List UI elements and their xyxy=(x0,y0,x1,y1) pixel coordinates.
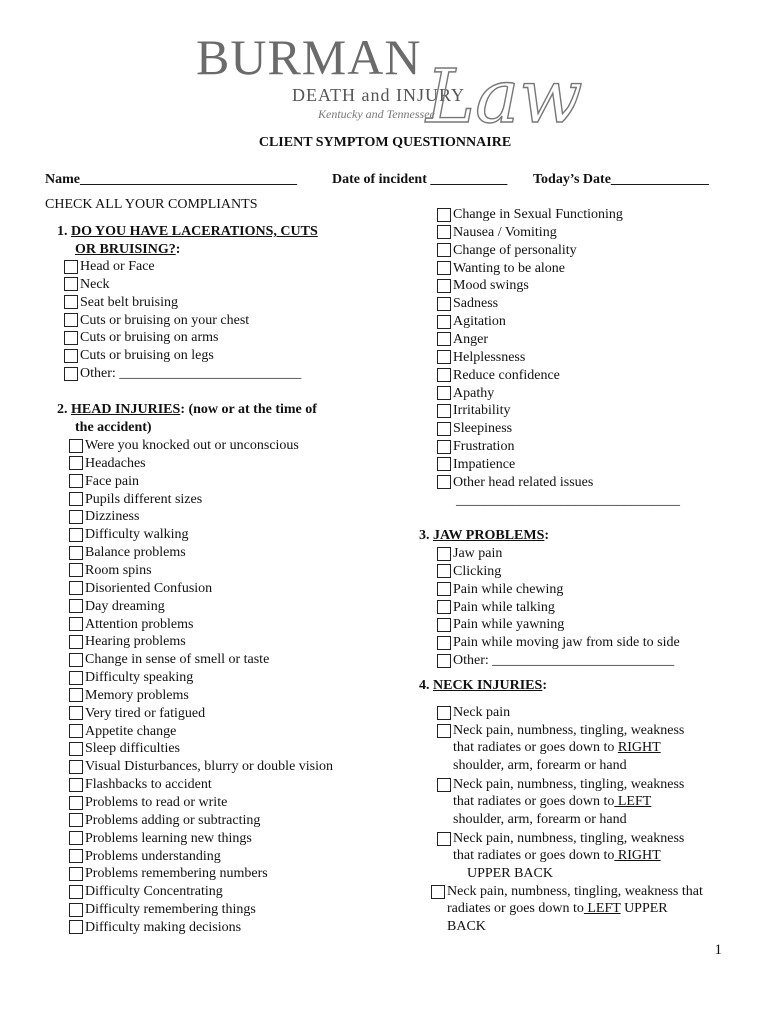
head-injury-right-label: Frustration xyxy=(453,439,515,455)
laceration-option[interactable] xyxy=(64,329,218,346)
neck-pain-option[interactable]: Neck pain xyxy=(437,704,510,721)
neck-pain-right-arm-line2: that radiates or goes down to RIGHT xyxy=(453,740,661,755)
jaw-problem-option[interactable] xyxy=(437,634,680,651)
head-injury-right-option[interactable] xyxy=(437,385,494,402)
head-injury-option[interactable] xyxy=(69,669,193,686)
checkbox[interactable] xyxy=(437,368,451,382)
head-injury-right-label: Mood swings xyxy=(453,278,529,294)
checkbox[interactable] xyxy=(64,295,78,309)
checkbox[interactable] xyxy=(437,582,451,596)
checkbox[interactable] xyxy=(69,635,83,649)
head-injury-option[interactable] xyxy=(69,776,212,793)
section2-title-line2: the accident) xyxy=(75,420,152,435)
head-injury-right-label: Apathy xyxy=(453,385,495,401)
neck-pain-left-back-line3: BACK xyxy=(447,919,486,934)
jaw-problem-label: Pain while yawning xyxy=(453,617,565,633)
head-injury-right-label: Nausea / Vomiting xyxy=(453,224,557,240)
head-injury-option[interactable] xyxy=(69,901,256,918)
head-injury-label: Memory problems xyxy=(85,687,189,703)
checkbox[interactable] xyxy=(69,653,83,667)
checkbox[interactable] xyxy=(69,867,83,881)
jaw-problem-label: Other: __________________________ xyxy=(453,653,675,669)
head-injury-option[interactable] xyxy=(69,437,299,454)
jaw-problem-label: Pain while moving jaw from side to side xyxy=(453,635,680,651)
head-injury-label: Difficulty remembering things xyxy=(85,902,256,918)
jaw-problem-option[interactable] xyxy=(437,581,563,598)
head-injury-label: Difficulty walking xyxy=(85,527,189,543)
logo-subtitle: DEATH and INJURY xyxy=(292,85,465,105)
checkbox[interactable] xyxy=(69,563,83,577)
today-line: ______________ xyxy=(610,172,709,187)
laceration-label: Seat belt bruising xyxy=(80,294,178,310)
checkbox[interactable] xyxy=(437,457,451,471)
head-injury-option[interactable] xyxy=(69,633,186,650)
checkbox[interactable] xyxy=(437,386,451,400)
checkbox[interactable] xyxy=(69,742,83,756)
head-injury-right-label: Wanting to be alone xyxy=(453,260,566,276)
checkbox[interactable] xyxy=(64,367,78,381)
page-number: 1 xyxy=(714,942,722,958)
section4-title: 4. NECK INJURIES: xyxy=(419,678,547,693)
checkbox[interactable] xyxy=(437,350,451,364)
head-injury-option[interactable] xyxy=(69,812,260,829)
head-injury-right-label: Agitation xyxy=(453,314,506,330)
jaw-problem-option[interactable] xyxy=(437,599,555,616)
head-injury-option[interactable] xyxy=(69,544,186,561)
checkbox[interactable] xyxy=(69,849,83,863)
laceration-label: Cuts or bruising on legs xyxy=(80,348,214,364)
checkbox[interactable] xyxy=(437,440,451,454)
date-of-incident-field[interactable] xyxy=(332,171,507,189)
head-injury-option[interactable] xyxy=(69,491,202,508)
head-injury-option[interactable] xyxy=(69,526,189,543)
head-injury-option[interactable] xyxy=(69,508,139,525)
checkbox[interactable] xyxy=(69,671,83,685)
checkbox[interactable] xyxy=(437,600,451,614)
todays-date-field[interactable] xyxy=(533,171,709,189)
checkbox[interactable] xyxy=(437,564,451,578)
head-injury-option[interactable] xyxy=(69,865,268,882)
checkbox[interactable] xyxy=(64,349,78,363)
laceration-option[interactable] xyxy=(64,276,110,293)
checkbox[interactable] xyxy=(69,456,83,470)
checkbox[interactable] xyxy=(69,778,83,792)
neck-pain-right-back-option[interactable]: Neck pain, numbness, tingling, weakness xyxy=(437,830,684,847)
jaw-problem-option[interactable] xyxy=(437,652,674,669)
head-injury-right-label: Helplessness xyxy=(453,349,526,365)
checkbox[interactable] xyxy=(69,760,83,774)
head-injury-label: Room spins xyxy=(85,562,152,578)
incident-line: ___________ xyxy=(430,172,508,187)
head-injury-option[interactable] xyxy=(69,562,152,579)
checkbox[interactable] xyxy=(69,546,83,560)
checkbox[interactable] xyxy=(437,315,451,329)
checkbox[interactable] xyxy=(437,778,451,792)
name-line: _______________________________ xyxy=(80,172,297,187)
head-injury-option[interactable] xyxy=(69,723,176,740)
checkbox[interactable] xyxy=(64,313,78,327)
logo-law-script xyxy=(420,40,590,140)
head-injury-option[interactable] xyxy=(69,740,180,757)
checkbox[interactable] xyxy=(69,831,83,845)
checkbox[interactable] xyxy=(69,617,83,631)
head-injury-right-label: Anger xyxy=(453,331,488,347)
checkbox[interactable] xyxy=(69,510,83,524)
head-injury-option[interactable] xyxy=(69,687,189,704)
head-injury-right-option[interactable] xyxy=(437,420,512,437)
checkbox[interactable] xyxy=(64,277,78,291)
section1-title: 1. DO YOU HAVE LACERATIONS, CUTS xyxy=(57,224,318,239)
head-injury-right-option[interactable] xyxy=(437,349,525,366)
head-injury-label: Pupils different sizes xyxy=(85,491,203,507)
head-injury-right-option[interactable] xyxy=(437,242,577,259)
section1-title-line2: OR BRUISING?: xyxy=(75,242,181,257)
head-injury-label: Sleep difficulties xyxy=(85,741,180,757)
head-injury-option[interactable] xyxy=(69,830,252,847)
head-injury-right-option[interactable] xyxy=(437,224,557,241)
head-injury-right-label: Sleepiness xyxy=(453,421,513,437)
logo-states: Kentucky and Tennessee xyxy=(318,107,435,121)
checkbox[interactable] xyxy=(437,636,451,650)
head-injury-label: Balance problems xyxy=(85,545,186,561)
neck-pain-right-back-line3: UPPER BACK xyxy=(467,866,553,881)
jaw-problem-label: Pain while talking xyxy=(453,599,555,615)
head-injury-label: Problems to read or write xyxy=(85,795,228,810)
name-label: Name xyxy=(45,172,80,187)
head-injury-right-option[interactable] xyxy=(437,295,498,312)
checkbox[interactable] xyxy=(437,243,451,257)
checkbox[interactable] xyxy=(69,492,83,506)
jaw-problem-option[interactable] xyxy=(437,563,501,580)
head-injury-right-label: Change of personality xyxy=(453,242,577,258)
head-injury-label: Day dreaming xyxy=(85,598,165,614)
head-injury-option[interactable] xyxy=(69,919,241,936)
checkbox[interactable] xyxy=(69,439,83,453)
head-injury-label: Problems learning new things xyxy=(85,830,252,846)
jaw-problem-label: Clicking xyxy=(453,563,502,579)
head-injury-label: Difficulty speaking xyxy=(85,670,194,686)
head-injury-right-option[interactable] xyxy=(437,260,565,277)
head-injury-label: Change in sense of smell or taste xyxy=(85,652,270,668)
checkbox[interactable] xyxy=(437,422,451,436)
head-injury-label: Difficulty Concentrating xyxy=(85,884,223,900)
head-injury-label: Disoriented Confusion xyxy=(85,580,213,596)
checkbox[interactable] xyxy=(69,885,83,899)
head-injury-option[interactable] xyxy=(69,580,212,597)
laceration-label: Cuts or bruising on arms xyxy=(80,330,219,346)
head-injury-option[interactable] xyxy=(69,794,227,811)
laceration-option[interactable] xyxy=(64,312,249,329)
head-injury-right-label: Sadness xyxy=(453,296,499,312)
logo-burman-text: BURMAN xyxy=(196,29,422,85)
head-injury-label: Flashbacks to accident xyxy=(85,777,212,793)
head-injury-label: Difficulty making decisions xyxy=(85,919,242,935)
head-injury-right-option[interactable] xyxy=(437,474,593,491)
checkbox[interactable] xyxy=(437,832,451,846)
neck-pain-left-back-line2: radiates or goes down to LEFT UPPER xyxy=(447,901,668,916)
incident-label: Date of incident xyxy=(332,172,427,187)
checkbox[interactable] xyxy=(69,581,83,595)
head-injury-right-label: Impatience xyxy=(453,456,516,472)
head-injury-right-option[interactable] xyxy=(437,331,488,348)
checkbox[interactable] xyxy=(437,654,451,668)
head-injury-label: Headaches xyxy=(85,455,146,471)
neck-pain-right-arm-option[interactable]: Neck pain, numbness, tingling, weakness xyxy=(437,722,684,739)
head-injury-option[interactable] xyxy=(69,705,205,722)
head-injury-option[interactable] xyxy=(69,848,221,865)
neck-pain-right-arm-line3: shoulder, arm, forearm or hand xyxy=(453,758,627,773)
checkbox[interactable] xyxy=(437,261,451,275)
laceration-label: Cuts or bruising on your chest xyxy=(80,312,250,328)
head-injury-label: Visual Disturbances, blurry or double vision xyxy=(85,759,334,775)
checkbox[interactable] xyxy=(437,279,451,293)
checkbox[interactable] xyxy=(437,208,451,222)
check-all-instruction: CHECK ALL YOUR COMPLIANTS xyxy=(45,197,258,212)
head-injury-label: Problems adding or subtracting xyxy=(85,812,261,828)
head-injury-right-label: Irritability xyxy=(453,403,511,419)
neck-pain-right-back-line2: that radiates or goes down to RIGHT xyxy=(453,848,661,863)
head-injury-right-label: Reduce confidence xyxy=(453,367,560,383)
head-injury-label: Attention problems xyxy=(85,616,194,632)
head-injury-label: Problems remembering numbers xyxy=(85,866,268,882)
head-injury-right-option[interactable] xyxy=(437,456,515,473)
checkbox[interactable] xyxy=(64,331,78,345)
svg-text:Law: Law xyxy=(426,54,583,140)
checkbox[interactable] xyxy=(69,474,83,488)
laceration-label: Neck xyxy=(80,276,110,292)
checkbox[interactable] xyxy=(69,599,83,613)
head-injury-option[interactable] xyxy=(69,598,165,615)
head-injury-option[interactable] xyxy=(69,883,223,900)
checkbox[interactable] xyxy=(69,528,83,542)
laceration-option[interactable] xyxy=(64,365,301,382)
name-field[interactable] xyxy=(45,171,297,189)
checkbox[interactable] xyxy=(69,920,83,934)
head-injury-option[interactable] xyxy=(69,455,146,472)
head-injury-right-label: Change in Sexual Functioning xyxy=(453,207,623,222)
head-injury-label: Hearing problems xyxy=(85,634,186,650)
checkbox[interactable] xyxy=(437,332,451,346)
head-injury-right-label: Other head related issues xyxy=(453,474,594,490)
checkbox[interactable] xyxy=(69,706,83,720)
checkbox[interactable] xyxy=(437,225,451,239)
checkbox[interactable] xyxy=(437,297,451,311)
head-injury-option[interactable] xyxy=(69,473,139,490)
neck-pain-left-arm-line3: shoulder, arm, forearm or hand xyxy=(453,812,627,827)
head-injury-label: Were you knocked out or unconscious xyxy=(85,438,299,453)
checkbox[interactable] xyxy=(437,706,451,720)
checkbox[interactable] xyxy=(437,724,451,738)
section3-title: 3. JAW PROBLEMS: xyxy=(419,528,550,543)
head-injury-option[interactable] xyxy=(69,616,194,633)
checkbox[interactable] xyxy=(69,724,83,738)
head-injury-label: Face pain xyxy=(85,473,140,489)
checkbox[interactable] xyxy=(69,796,83,810)
checkbox[interactable] xyxy=(437,475,451,489)
laceration-option[interactable] xyxy=(64,347,214,364)
checkbox[interactable] xyxy=(69,688,83,702)
jaw-problem-option[interactable] xyxy=(437,545,502,562)
laceration-label: Head or Face xyxy=(80,259,155,274)
head-injury-right-option[interactable] xyxy=(437,367,560,384)
neck-pain-left-back-option[interactable]: Neck pain, numbness, tingling, weakness that xyxy=(431,883,703,900)
head-injury-label: Very tired or fatigued xyxy=(85,705,206,721)
head-injury-label: Dizziness xyxy=(85,509,140,525)
page-title: CLIENT SYMPTOM QUESTIONNAIRE xyxy=(258,135,512,150)
laceration-option[interactable] xyxy=(64,258,155,275)
jaw-problem-option[interactable] xyxy=(437,616,564,633)
checkbox[interactable] xyxy=(64,260,78,274)
checkbox[interactable] xyxy=(437,404,451,418)
jaw-problem-label: Jaw pain xyxy=(453,546,503,561)
section2-title: 2. HEAD INJURIES: (now or at the time of xyxy=(57,402,317,417)
head-injury-option[interactable] xyxy=(69,651,269,668)
jaw-problem-label: Pain while chewing xyxy=(453,581,564,597)
head-injury-option[interactable] xyxy=(69,758,333,775)
head-injury-right-option[interactable] xyxy=(437,313,506,330)
laceration-option[interactable] xyxy=(64,294,178,311)
head-injury-right-option[interactable] xyxy=(437,277,529,294)
head-injury-right-option[interactable] xyxy=(437,438,514,455)
checkbox[interactable] xyxy=(69,903,83,917)
today-label: Today’s Date xyxy=(533,172,611,187)
neck-pain-left-arm-line2: that radiates or goes down to LEFT xyxy=(453,794,652,809)
checkbox[interactable] xyxy=(437,618,451,632)
checkbox[interactable] xyxy=(437,547,451,561)
neck-pain-left-arm-option[interactable]: Neck pain, numbness, tingling, weakness xyxy=(437,776,684,793)
checkbox[interactable] xyxy=(69,813,83,827)
laceration-label: Other: __________________________ xyxy=(80,366,302,382)
head-injury-label: Appetite change xyxy=(85,723,177,739)
head-injury-right-option[interactable] xyxy=(437,206,623,223)
other-head-issues-line[interactable]: ________________________________ xyxy=(456,493,680,508)
head-injury-right-option[interactable] xyxy=(437,402,511,419)
head-injury-label: Problems understanding xyxy=(85,848,221,864)
checkbox[interactable] xyxy=(431,885,445,899)
